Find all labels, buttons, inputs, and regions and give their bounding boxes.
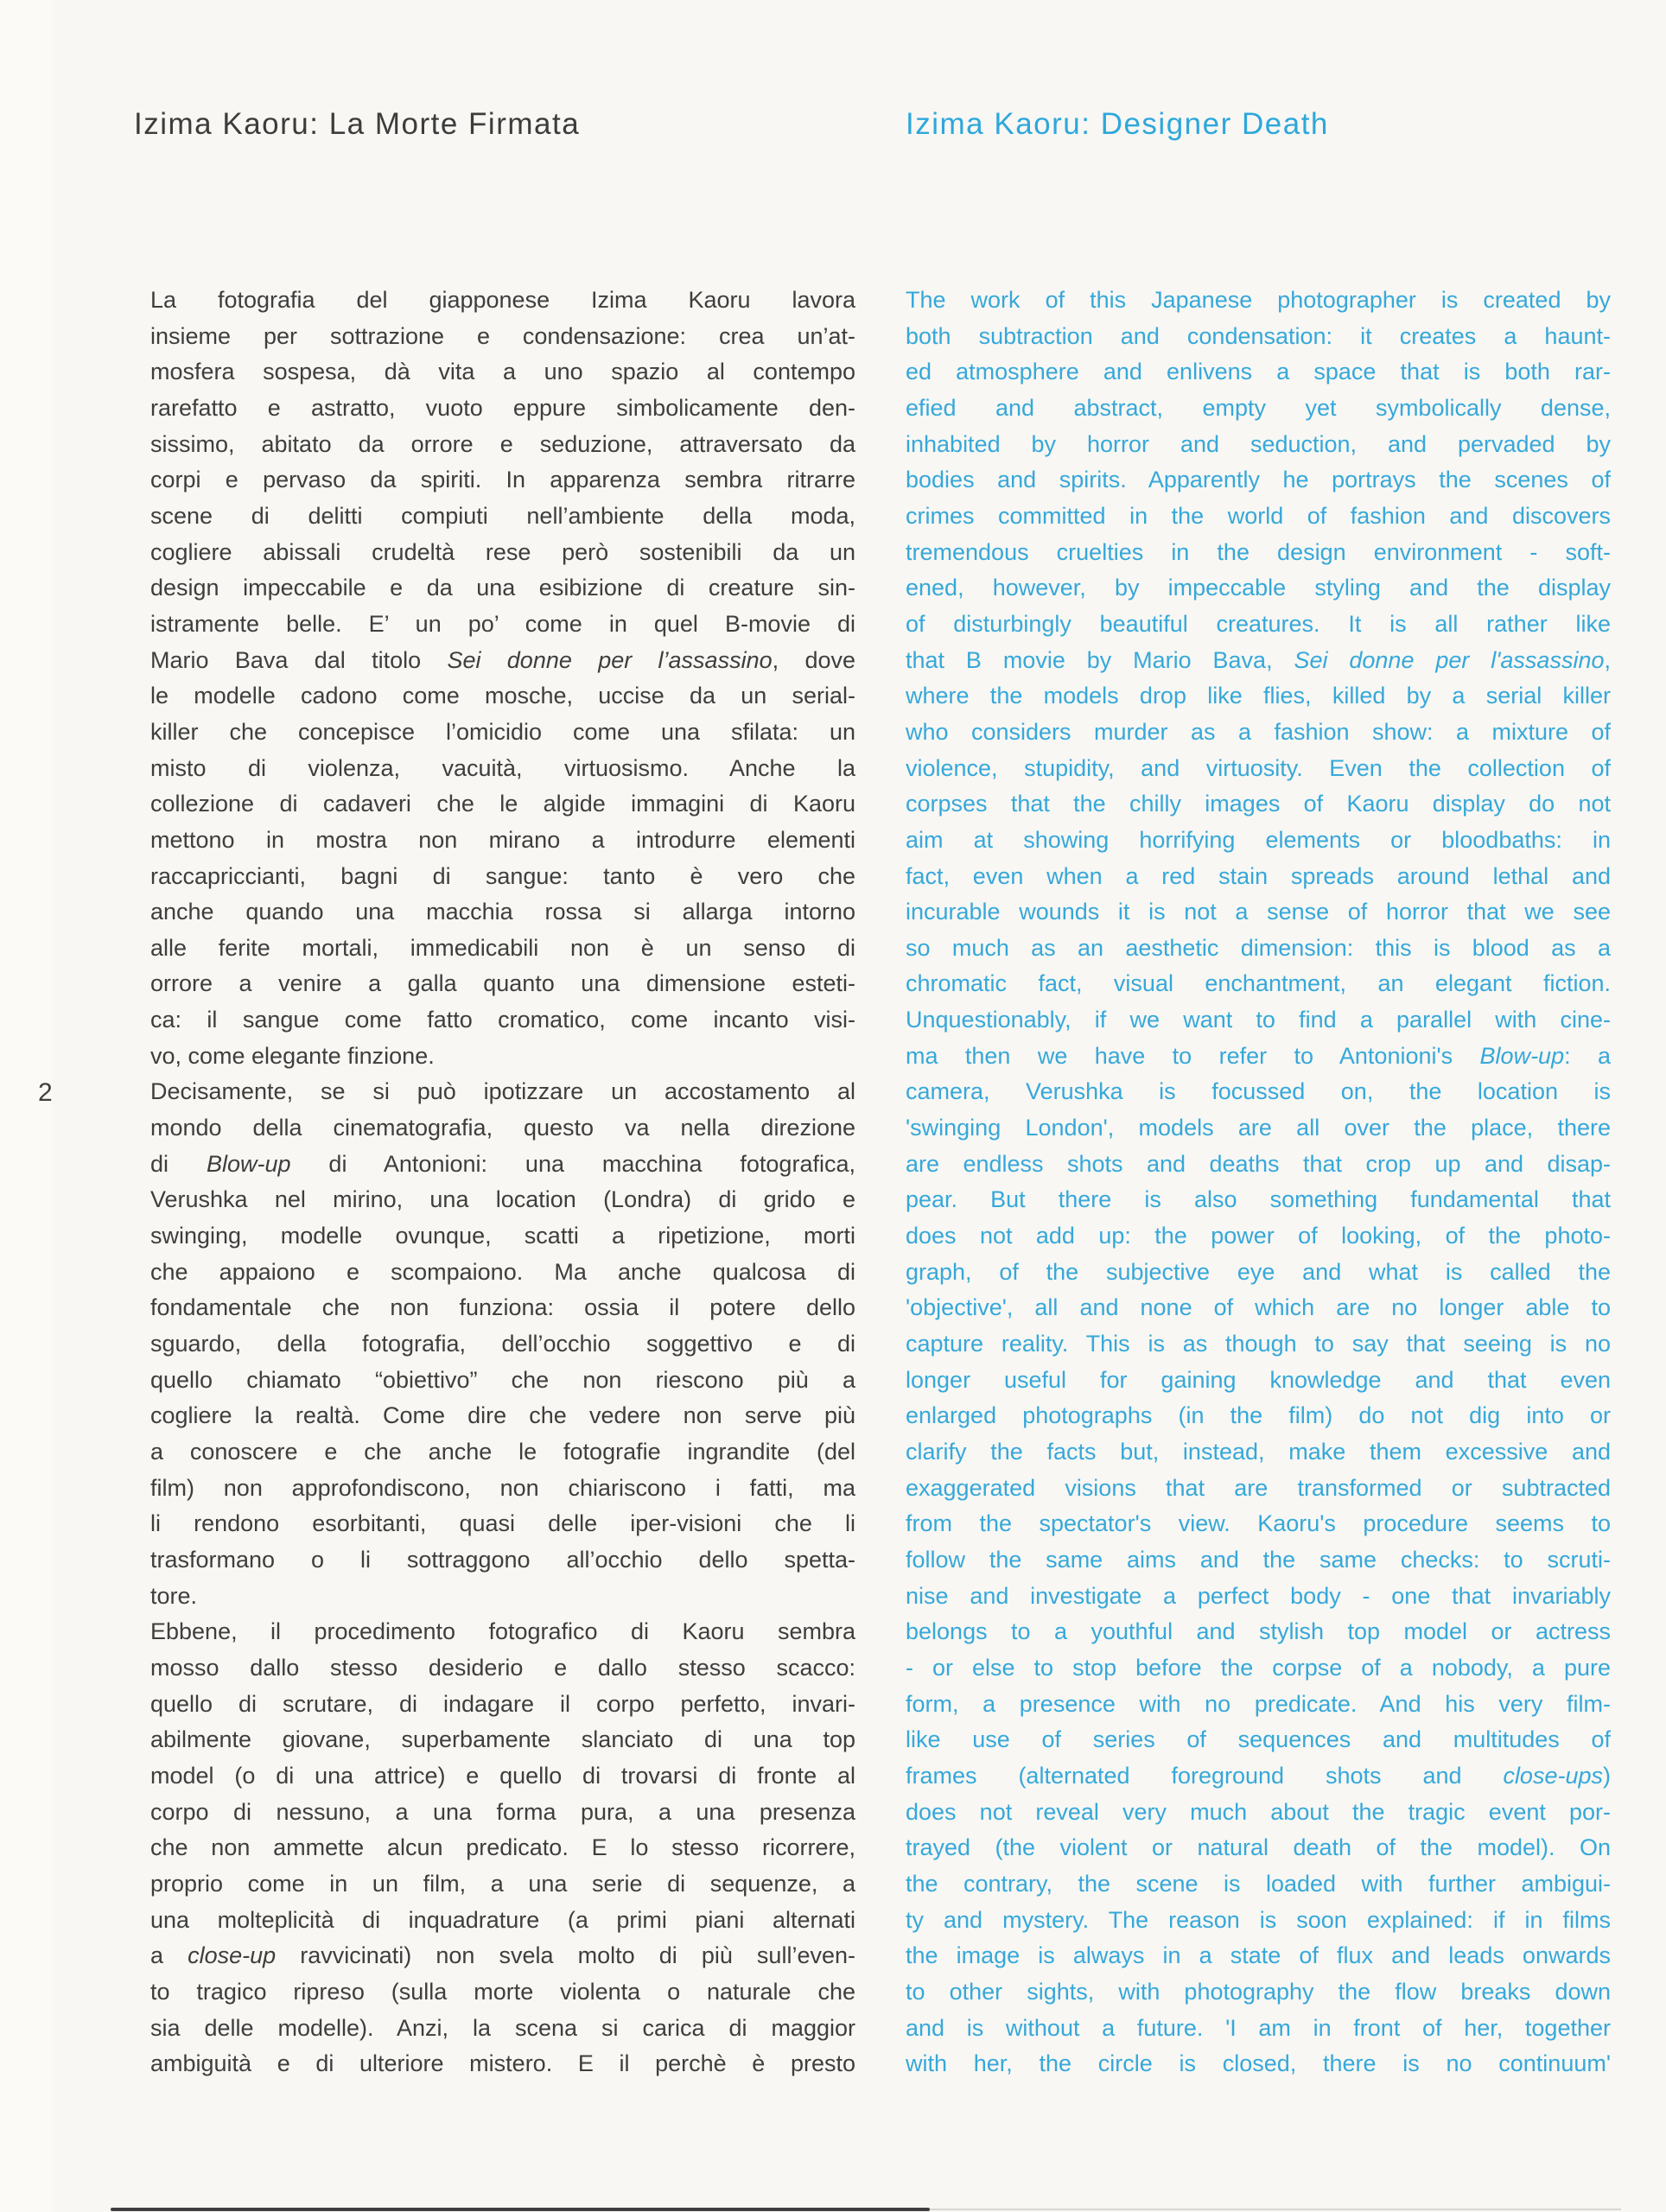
text-line: ma then we have to refer to Antonioni's Blow-up: a xyxy=(906,1042,1611,1069)
text-line: insieme per sottrazione e condensazione: crea un’at- xyxy=(150,322,855,349)
text-line: model (o di una attrice) e quello di trovarsi di fronte al xyxy=(150,1762,855,1789)
text-line: design impeccabile e da una esibizione di creature sin- xyxy=(150,575,855,601)
text-line: Decisamente, se si può ipotizzare un accostamento al xyxy=(150,1078,855,1105)
text-line: aim at showing horrifying elements or bloodbaths: in xyxy=(906,826,1611,853)
text-line: mettono in mostra non mirano a introdurre elementi xyxy=(150,826,855,853)
text-line: vo, come elegante finzione. xyxy=(150,1042,435,1069)
text-line: enlarged photographs (in the film) do not dig into or xyxy=(906,1402,1611,1429)
text-line: cogliere la realtà. Come dire che vedere non serve più xyxy=(150,1402,855,1429)
text-line: nise and investigate a perfect body - one that invariably xyxy=(906,1582,1611,1609)
text-line: tore. xyxy=(150,1582,198,1609)
text-line: corpses that the chilly images of Kaoru display do not xyxy=(906,791,1611,817)
text-line: anche quando una macchia rossa si allarga intorno xyxy=(150,899,855,925)
italian-title: Izima Kaoru: La Morte Firmata xyxy=(134,107,581,141)
text-line: quello di scrutare, di indagare il corpo perfetto, invari- xyxy=(150,1690,855,1717)
text-line: capture reality. This is as though to say that seeing is no xyxy=(906,1331,1611,1357)
text-line: camera, Verushka is focussed on, the location is xyxy=(906,1078,1611,1105)
text-line: the contrary, the scene is loaded with further ambigui- xyxy=(906,1870,1611,1897)
text-line: exaggerated visions that are transformed or subtracted xyxy=(906,1474,1611,1501)
text-line: to other sights, with photography the flow breaks down xyxy=(906,1978,1611,2005)
text-line: chromatic fact, visual enchantment, an elegant fiction. xyxy=(906,970,1611,997)
text-line: mosfera sospesa, dà vita a uno spazio al contempo xyxy=(150,359,855,385)
text-line: ambiguità e di ulteriore mistero. E il perchè è presto xyxy=(150,2050,855,2077)
text-line: abilmente giovane, superbamente slanciato di una top xyxy=(150,1726,855,1753)
text-line: quello chiamato “obiettivo” che non riescono più a xyxy=(150,1366,855,1393)
text-line: Ebbene, il procedimento fotografico di Kaoru sembra xyxy=(150,1618,855,1645)
text-line: where the models drop like flies, killed by a serial killer xyxy=(906,683,1611,709)
text-line: killer che concepisce l’omicidio come una sfilata: un xyxy=(150,718,855,745)
text-line: ty and mystery. The reason is soon explained: if in films xyxy=(906,1906,1611,1933)
italian-text-column xyxy=(150,283,855,2082)
text-line: orrore a venire a galla quanto una dimensione esteti- xyxy=(150,970,855,997)
text-line: film) non approfondiscono, non chiariscono i fatti, ma xyxy=(150,1474,855,1501)
text-line: istramente belle. E’ un po’ come in quel B-movie di xyxy=(150,610,855,637)
text-line: who considers murder as a fashion show: a mixture of xyxy=(906,718,1611,745)
text-line: frames (alternated foreground shots and close-ups) xyxy=(906,1762,1611,1789)
text-line: inhabited by horror and seduction, and pervaded by xyxy=(906,430,1611,457)
page-number: 2 xyxy=(38,1078,53,1107)
text-line: with her, the circle is closed, there is no continuum' xyxy=(906,2050,1611,2077)
text-line: violence, stupidity, and virtuosity. Even the collection of xyxy=(906,754,1611,781)
text-line: che appaiono e scompaiono. Ma anche qualcosa di xyxy=(150,1258,855,1285)
text-line: bodies and spirits. Apparently he portrays the scenes of xyxy=(906,467,1611,493)
text-line: ca: il sangue come fatto cromatico, come incanto visi- xyxy=(150,1007,855,1033)
text-line: are endless shots and deaths that crop up and disap- xyxy=(906,1150,1611,1177)
text-line: tremendous cruelties in the design environment - soft- xyxy=(906,538,1611,565)
text-line: from the spectator's view. Kaoru's procedure seems to xyxy=(906,1510,1611,1537)
text-line: follow the same aims and the same checks: to scruti- xyxy=(906,1546,1611,1573)
text-line: corpo di nessuno, a una forma pura, a una presenza xyxy=(150,1798,855,1825)
text-line: mosso dallo stesso desiderio e dallo stesso scacco: xyxy=(150,1654,855,1681)
text-line: Unquestionably, if we want to find a parallel with cine- xyxy=(906,1007,1611,1033)
text-line: raccapriccianti, bagni di sangue: tanto è vero che xyxy=(150,862,855,889)
text-line: proprio come in un film, a una serie di sequenze, a xyxy=(150,1870,855,1897)
text-line: sia delle modelle). Anzi, la scena si carica di maggior xyxy=(150,2014,855,2041)
text-line: efied and abstract, empty yet symbolically dense, xyxy=(906,394,1611,421)
english-title: Izima Kaoru: Designer Death xyxy=(906,107,1329,141)
text-line: 'objective', all and none of which are no longer able to xyxy=(906,1294,1611,1321)
text-line: does not add up: the power of looking, of the photo- xyxy=(906,1223,1611,1249)
text-line: ened, however, by impeccable styling and the display xyxy=(906,575,1611,601)
text-line: fondamentale che non funziona: ossia il potere dello xyxy=(150,1294,855,1321)
text-line: collezione di cadaveri che le algide immagini di Kaoru xyxy=(150,791,855,817)
text-line: belongs to a youthful and stylish top model or actress xyxy=(906,1618,1611,1645)
text-line: trayed (the violent or natural death of the model). On xyxy=(906,1834,1611,1861)
text-line: to tragico ripreso (sulla morte violenta o naturale che xyxy=(150,1978,855,2005)
text-line: and is without a future. 'I am in front of her, together xyxy=(906,2014,1611,2041)
text-line: che non ammette alcun predicato. E lo stesso ricorrere, xyxy=(150,1834,855,1861)
text-line: Mario Bava dal titolo Sei donne per l’assassino, dove xyxy=(150,646,855,673)
text-line: like use of series of sequences and multitudes of xyxy=(906,1726,1611,1753)
text-line: so much as an aesthetic dimension: this is blood as a xyxy=(906,934,1611,961)
text-line: the image is always in a state of flux and leads onwards xyxy=(906,1942,1611,1969)
english-text-column xyxy=(906,283,1611,2082)
text-line: incurable wounds it is not a sense of horror that we see xyxy=(906,899,1611,925)
text-line: Verushka nel mirino, una location (Londra) di grido e xyxy=(150,1186,855,1213)
text-line: li rendono esorbitanti, quasi delle iper-visioni che li xyxy=(150,1510,855,1537)
text-line: a close-up ravvicinati) non svela molto di più sull’even- xyxy=(150,1942,855,1969)
text-line: mondo della cinematografia, questo va nella direzione xyxy=(150,1115,855,1141)
text-line: trasformano o li sottraggono all’occhio dello spetta- xyxy=(150,1546,855,1573)
text-line: scene di delitti compiuti nell’ambiente della moda, xyxy=(150,502,855,529)
text-line: La fotografia del giapponese Izima Kaoru lavora xyxy=(150,287,855,313)
text-line: rarefatto e astratto, vuoto eppure simbolicamente den- xyxy=(150,394,855,421)
text-line: di Blow-up di Antonioni: una macchina fotografica, xyxy=(150,1150,855,1177)
text-line: The work of this Japanese photographer is created by xyxy=(906,287,1611,313)
text-line: cogliere abissali crudeltà rese però sostenibili da un xyxy=(150,538,855,565)
text-line: sissimo, abitato da orrore e seduzione, attraversato da xyxy=(150,430,855,457)
text-line: form, a presence with no predicate. And his very film- xyxy=(906,1690,1611,1717)
text-line: - or else to stop before the corpse of a nobody, a pure xyxy=(906,1654,1611,1681)
text-line: alle ferite mortali, immedicabili non è un senso di xyxy=(150,934,855,961)
text-line: corpi e pervaso da spiriti. In apparenza sembra ritrarre xyxy=(150,467,855,493)
text-line: does not reveal very much about the tragic event por- xyxy=(906,1798,1611,1825)
text-line: of disturbingly beautiful creatures. It is all rather like xyxy=(906,610,1611,637)
text-line: le modelle cadono come mosche, uccise da un serial- xyxy=(150,683,855,709)
text-line: swinging, modelle ovunque, scatti a ripetizione, morti xyxy=(150,1223,855,1249)
text-line: pear. But there is also something fundamental that xyxy=(906,1186,1611,1213)
text-line: misto di violenza, vacuità, virtuosismo. Anche la xyxy=(150,754,855,781)
text-line: longer useful for gaining knowledge and that even xyxy=(906,1366,1611,1393)
text-line: that B movie by Mario Bava, Sei donne per l'assassino, xyxy=(906,646,1611,673)
scan-edge-artifact xyxy=(111,2208,930,2211)
text-line: a conoscere e che anche le fotografie ingrandite (del xyxy=(150,1439,855,1465)
text-line: clarify the facts but, instead, make them excessive and xyxy=(906,1439,1611,1465)
text-line: crimes committed in the world of fashion and discovers xyxy=(906,502,1611,529)
text-line: graph, of the subjective eye and what is called the xyxy=(906,1258,1611,1285)
text-line: fact, even when a red stain spreads around lethal and xyxy=(906,862,1611,889)
text-line: sguardo, della fotografia, dell’occhio soggettivo e di xyxy=(150,1331,855,1357)
text-line: 'swinging London', models are all over the place, there xyxy=(906,1115,1611,1141)
text-line: ed atmosphere and enlivens a space that is both rar- xyxy=(906,359,1611,385)
text-line: both subtraction and condensation: it creates a haunt- xyxy=(906,322,1611,349)
text-line: una molteplicità di inquadrature (a primi piani alternati xyxy=(150,1906,855,1933)
scan-edge-artifact-faint xyxy=(930,2209,1621,2210)
